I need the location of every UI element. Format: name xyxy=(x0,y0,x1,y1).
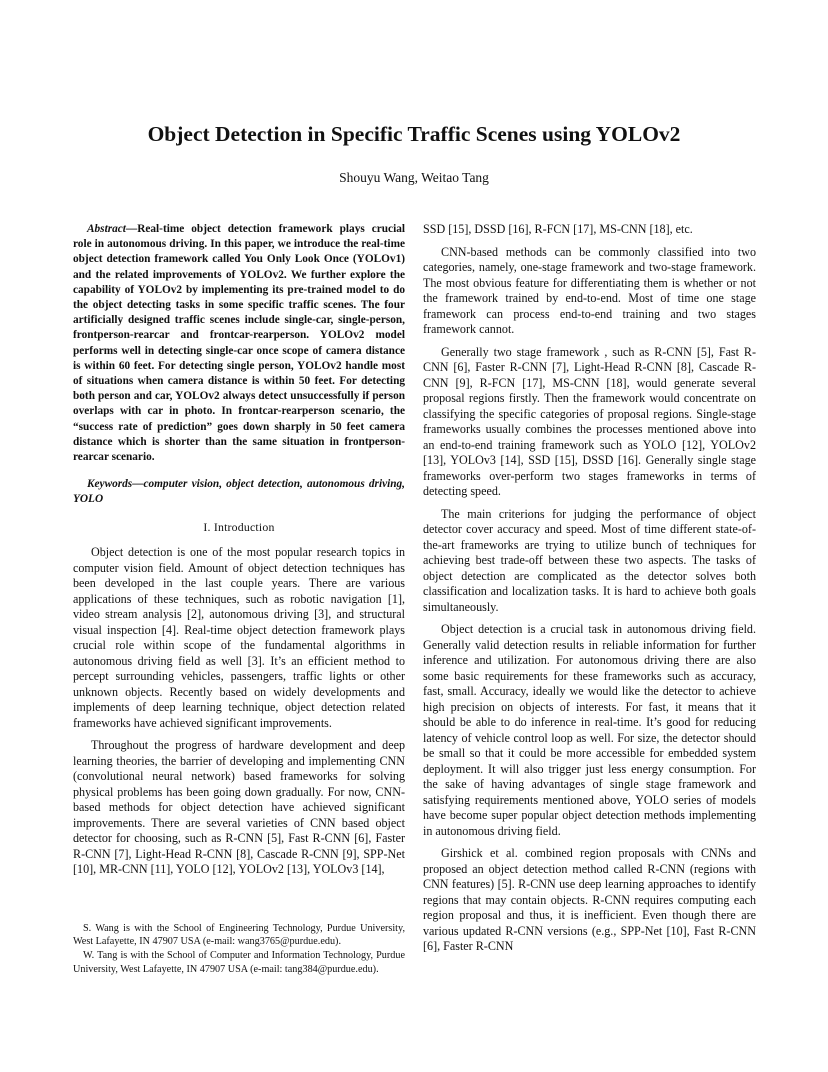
abstract-label: Abstract xyxy=(87,223,126,235)
continuation-line: SSD [15], DSSD [16], R-FCN [17], MS-CNN [18], etc. xyxy=(423,222,693,236)
intro-paragraph-2: Throughout the progress of hardware development and deep learning theories, the barrier of developing and implementing CNN (convolutional neural network) based frameworks for solving physical problems has been going down gradually. For now, CNN-based methods for object detection have achieved significant improvements. There are several varieties of CNN based object detector for choosing, such as R-CNN [5], Fast R-CNN [6], Faster R-CNN [7], Light-Head R-CNN [8], Cascade R-CNN [9], SPP-Net [10], MR-CNN [11], YOLO [12], YOLOv2 [13], YOLOv3 [14], xyxy=(73,738,405,877)
footnotes xyxy=(73,922,405,977)
footnote-1: S. Wang is with the School of Engineering Technology, Purdue University, West Lafayette, IN 47907 USA (e-mail: wang3765@purdue.edu). xyxy=(73,923,405,948)
footnote-2: W. Tang is with the School of Computer and Information Technology, Purdue University, West Lafayette, IN 47907 USA (e-mail: tang384@purdue.edu). xyxy=(73,950,405,975)
keywords: Keywords—computer vision, object detection, autonomous driving, YOLO xyxy=(73,478,405,506)
right-column xyxy=(423,222,756,962)
left-column xyxy=(73,222,405,885)
body-paragraph-1: CNN-based methods can be commonly classified into two categories, namely, one-stage framework and two-stage framework. The most obvious feature for differentiating them is whether or not the framework trained by end-to-end. Most of time one stage framework can process end-to-end training and two stages framework cannot. xyxy=(423,244,756,336)
section-heading-introduction: I. Introduction xyxy=(203,519,275,534)
body-paragraph-2: Generally two stage framework , such as R-CNN [5], Fast R-CNN [6], Faster R-CNN [7], Light-Head R-CNN [8], Cascade R-CNN [9], R-FCN [17], MS-CNN [18], would generate several proposal regions firstly. Then the framework would concentrate on classifying the specific categories of proposal regions. Single-stage frameworks usually combines the processes mentioned above into an end-to-end training framework such as YOLO [12], YOLOv2 [13], YOLOv3 [14], SSD [15], DSSD [16]. Generally single stage frameworks over-perform two stages frameworks in terms of detecting speed. xyxy=(423,344,756,498)
body-paragraph-3: The main criterions for judging the performance of object detector cover accuracy and speed. Most of time different state-of-the-art frameworks are trying to utilize bunch of techniques for achieving best trade-off between these two aspects. The tasks of object detection are complicated as the detector solves both classification and localization tasks. It is hard to achieve both goals simultaneously. xyxy=(423,506,756,614)
intro-paragraph-1: Object detection is one of the most popular research topics in computer vision field. Amount of object detection techniques has been developed in the last couple years. There are various applications of these techniques, such as robotic navigation [1], video stream analysis [2], autonomous driving [3], and structural visual inspection [4]. Real-time object detection framework plays crucial role within scope of the fundamental algorithms in autonomous driving field as well [3]. It’s an efficient method to percept surrounding vehicles, passengers, traffic lights or other unknown objects. Recently based on widely developments and implements of deep learning technique, object detection related frameworks have achieved significant improvements. xyxy=(73,545,405,730)
body-paragraph-5: Girshick et al. combined region proposals with CNNs and proposed an object detection method called R-CNN (regions with CNN features) [5]. R-CNN use deep learning approaches to identify regions that may contain objects. R-CNN requires computing each region proposal and thus, it is inefficient. Even though there are various updated R-CNN versions (e.g., SPP-Net [10], Fast R-CNN [6], Faster R-CNN xyxy=(423,846,756,953)
body-paragraph-4: Object detection is a crucial task in autonomous driving field. Generally valid detection results in reliable information for further inference and utilization. For autonomous driving there are also some basic requirements for these frameworks such as accuracy, fast, small. Accuracy, ideally we would like the detector to achieve high precision on objects of interests. For fast, it means that it should be able to do inference in real-time. It’s good for reducing latency of vehicle control loop as well. For size, the detector should be small so that it could be more accessible for embedded system deployment. It will also trigger just less energy consumption. For the sake of having advantages of single stage framework and satisfying requirements mentioned above, YOLO series of models have become super popular object detection methods implementing in autonomous driving field. xyxy=(423,622,756,838)
abstract-text: —Real-time object detection framework plays crucial role in autonomous driving. In this paper, we introduce the real-time object detection framework called You Only Look Once (YOLOv1) and the related improvements of YOLOv2. We further explore the capability of YOLOv2 by implementing its pre-trained model to do the object detecting tasks in some specific traffic scenes. The four artificially designed traffic scenes include single-car, single-person, frontperson-rearcar and frontcar-rearperson. YOLOv2 model performs well in detecting single-car once scope of camera distance is within 60 feet. For detecting single person, YOLOv2 handle most of situations when camera distance is within 50 feet. For detecting both person and car, YOLOv2 always detect unsuccessfully if person overlaps with car in photo. In frontcar-rearperson scenario, the “success rate of prediction” goes down sharply in 50 feet camera distance which is shorter than the same situation in frontperson-rearcar scenario. xyxy=(73,223,405,464)
paper-title: Object Detection in Specific Traffic Scenes using YOLOv2 xyxy=(147,122,681,146)
paper-authors: Shouyu Wang, Weitao Tang xyxy=(339,170,489,185)
abstract xyxy=(73,222,405,465)
